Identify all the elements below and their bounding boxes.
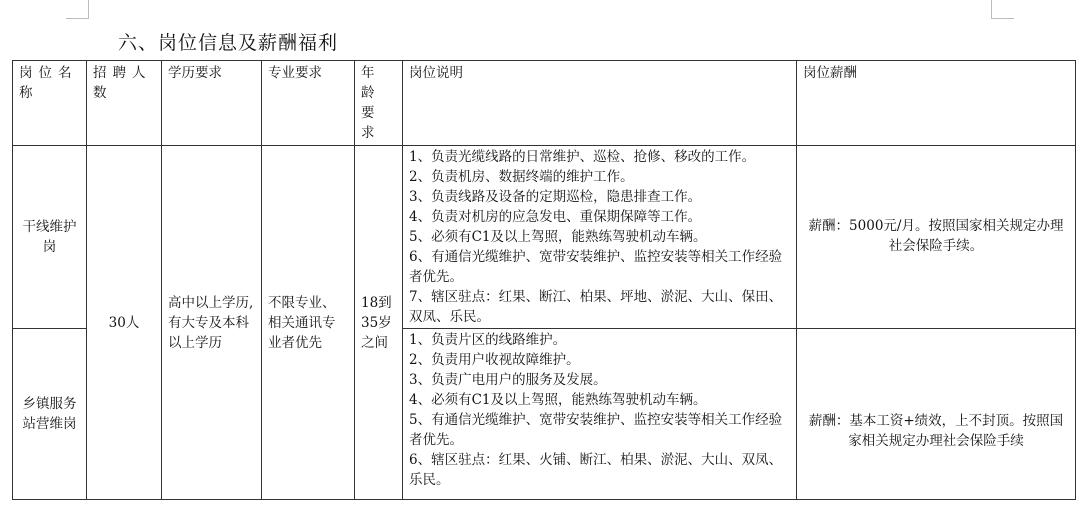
description-line: 6、有通信光缆维护、宽带安装维护、监控安装等相关工作经验者优先。 <box>409 249 783 285</box>
description-line: 6、辖区驻点：红果、火铺、断江、柏果、淤泥、大山、双凤、乐民。 <box>409 452 783 488</box>
education-requirement: 高中以上学历,有大专及本科以上学历 <box>162 146 262 500</box>
description-line: 3、负责广电用户的服务及发展。 <box>409 372 607 388</box>
header-education: 学历要求 <box>162 61 262 146</box>
description-line: 3、负责线路及设备的定期巡检，隐患排查工作。 <box>409 189 702 205</box>
major-requirement: 不限专业、相关通讯专业者优先 <box>262 146 355 500</box>
section-title: 六、岗位信息及薪酬福利 <box>118 32 339 54</box>
position-description <box>403 146 797 329</box>
table-row <box>13 146 1076 329</box>
position-description <box>403 329 797 500</box>
description-line: 5、有通信光缆维护、宽带安装维护、监控安装等相关工作经验者优先。 <box>409 412 783 448</box>
page-corner-mark-left <box>66 0 89 19</box>
age-requirement: 18到35岁之间 <box>355 146 403 500</box>
header-count: 招聘人数 <box>87 61 162 146</box>
page-corner-mark-right <box>991 0 1014 19</box>
description-line: 4、负责对机房的应急发电、重保期保障等工作。 <box>409 209 702 225</box>
recruit-count: 30人 <box>87 146 162 500</box>
description-line: 4、必须有C1及以上驾照，能熟练驾驶机动车辆。 <box>409 392 707 408</box>
position-name: 干线维护岗 <box>13 146 87 329</box>
header-salary: 岗位薪酬 <box>797 61 1076 146</box>
description-line: 2、负责机房、数据终端的维护工作。 <box>409 169 634 185</box>
description-line: 7、辖区驻点：红果、断江、柏果、坪地、淤泥、大山、保田、双凤、乐民。 <box>409 289 783 325</box>
description-line: 1、负责光缆线路的日常维护、巡检、抢修、移改的工作。 <box>409 149 756 165</box>
header-description: 岗位说明 <box>403 61 797 146</box>
job-info-table <box>12 60 1076 500</box>
header-position: 岗位名称 <box>13 61 87 146</box>
description-line: 5、必须有C1及以上驾照，能熟练驾驶机动车辆。 <box>409 229 707 245</box>
header-age: 年龄要求 <box>355 61 403 146</box>
description-line: 2、负责用户收视故障维护。 <box>409 352 580 368</box>
position-salary: 薪酬：5000元/月。按照国家相关规定办理社会保险手续。 <box>797 146 1076 329</box>
position-salary: 薪酬：基本工资+绩效，上不封顶。按照国家相关规定办理社会保险手续 <box>797 329 1076 500</box>
description-line: 1、负责片区的线路维护。 <box>409 332 567 348</box>
table-header-row <box>13 61 1076 146</box>
header-major: 专业要求 <box>262 61 355 146</box>
position-name: 乡镇服务站营维岗 <box>13 329 87 500</box>
